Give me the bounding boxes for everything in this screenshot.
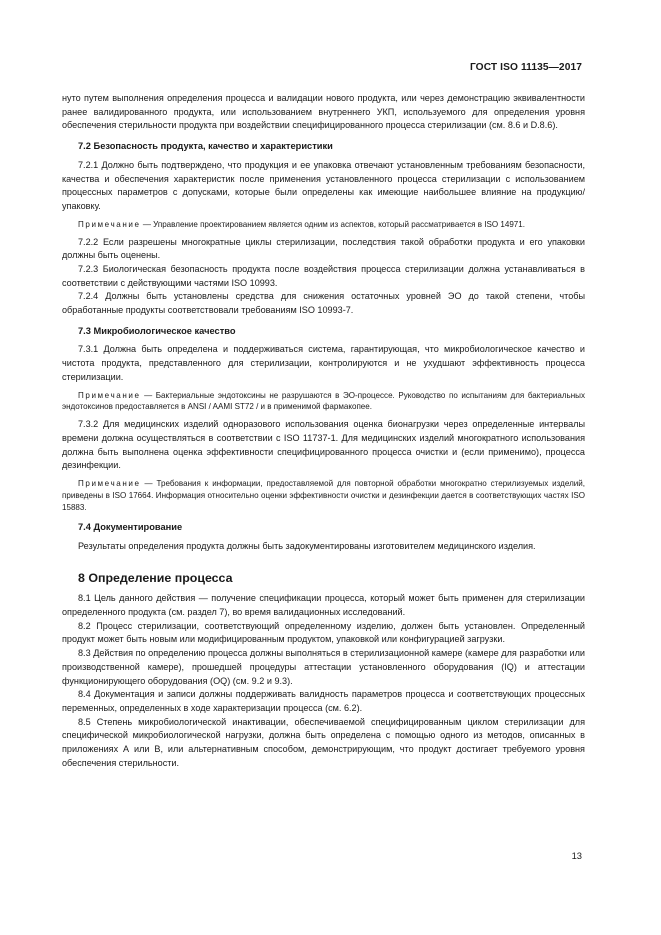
clause-8-2: 8.2 Процесс стерилизации, соответствующий определенному изделию, должен быть установлен. Определенный продукт может быть новым или модифицированным продуктом, упаковкой или конфигурацией загрузки. <box>62 620 585 645</box>
note-7-2-1 <box>62 219 585 231</box>
intro-paragraph: нуто путем выполнения определения процесса и валидации нового продукта, или через демонстрацию эквивалентности ранее валидированного продукта, или использованием внутреннего УКП, используемого для определения уровня обеспечения стерильности продукта при воздействии специфицированного процесса стерилизации (см. 8.6 и D.8.6). <box>62 93 585 131</box>
clause-7-3-1: 7.3.1 Должна быть определена и поддерживаться система, гарантирующая, что микробиологическое качество и чистота продукта, представленного для стерилизации, контролируются и не ухудшают эффективность процесса стерилизации. <box>62 344 585 382</box>
clause-8-3: 8.3 Действия по определению процесса должны выполняться в стерилизационной камере (камере для разработки или производственной камере), прошедшей процедуры аттестации установленного оборудования (IQ) и аттестации функционирующего оборудования (OQ) (см. 9.2 и 9.3). <box>62 648 585 686</box>
section-7-4-heading: 7.4 Документирование <box>78 521 183 532</box>
section-7-2-heading: 7.2 Безопасность продукта, качество и характеристики <box>78 141 333 152</box>
note-label: Примечание <box>78 390 141 400</box>
clause-8-4: 8.4 Документация и записи должны поддерживать валидность параметров процесса и соответствующих процессных переменных, определенных в ходе характеризации процесса (см. 6.2). <box>62 689 585 713</box>
clause-7-2-4: 7.2.4 Должны быть установлены средства для снижения остаточных уровней ЭО до такой степени, чтобы обработанные продукты соответствовали требованиям ISO 10993-7. <box>62 291 585 316</box>
note-label: Примечание <box>78 479 141 489</box>
clause-8-5: 8.5 Степень микробиологической инактивации, обеспечиваемой специфицированным циклом стерилизации для специфической микробиологической нагрузки, должна быть определена с помощью одного из методов, описанных в приложениях А или В, или альтернативным способом, демонстрирующим, что продукт достигает требуемого уровня обеспечения стерильности. <box>62 716 585 768</box>
clause-7-4-text: Результаты определения продукта должны быть задокументированы изготовителем медицинского изделия. <box>78 540 536 551</box>
clause-8-1: 8.1 Цель данного действия — получение спецификации процесса, который может быть применен для стерилизации определенного продукта (см. раздел 7), во время валидационных исследований. <box>62 593 585 618</box>
page-number: 13 <box>571 850 582 861</box>
section-7-3-heading: 7.3 Микробиологическое качество <box>78 325 236 336</box>
clause-7-3-2: 7.3.2 Для медицинских изделий одноразового использования оценка бионагрузки через определенные интервалы времени должна осуществляться в соответствии с ISO 11737-1. Для медицинских изделий многократного использования должна быть выполнена оценка эффективности специфицированного процесса очистки и (если применимо), процесса дезинфекции. <box>62 419 585 471</box>
clause-7-2-1: 7.2.1 Должно быть подтверждено, что продукция и ее упаковка отвечают установленным требованиям безопасности, качества и обеспечения характеристик после применения установленного процесса стерилизации с использованием процессных параметров с допусками, которые были определены как имеющие наибольшее влияние на продукцию/упаковку. <box>62 159 585 211</box>
section-8-heading: 8 Определение процесса <box>78 571 233 586</box>
document-code-header: ГОСТ ISO 11135—2017 <box>469 62 582 73</box>
note-7-3-1 <box>62 390 585 414</box>
note-7-3-2 <box>62 478 585 514</box>
clause-7-2-3: 7.2.3 Биологическая безопасность продукта после воздействия процесса стерилизации должна устанавливаться в соответствии с действующими частями ISO 10993. <box>62 263 585 288</box>
note-text: — Управление проектированием является одним из аспектов, который рассматривается в ISO 14971. <box>140 219 525 229</box>
note-text: — Требования к информации, предоставляемой для повторной обработки многократно стерилизуемых изделий, приведены в ISO 17664. Информация относительно оценки эффективности очистки и дезинфекции дается в соответствующих частях ISO 15883. <box>62 479 585 512</box>
note-text: — Бактериальные эндотоксины не разрушаются в ЭО-процессе. Руководство по испытаниям для бактериальных эндотоксинов предоставляется в ANSI / AAMI ST72 / и в применимой фармакопее. <box>62 390 585 412</box>
clause-7-2-2: 7.2.2 Если разрешены многократные циклы стерилизации, последствия такой обработки продукта и его упаковки должны быть оценены. <box>62 236 585 261</box>
page-content <box>62 92 585 770</box>
note-label: Примечание <box>78 219 141 229</box>
